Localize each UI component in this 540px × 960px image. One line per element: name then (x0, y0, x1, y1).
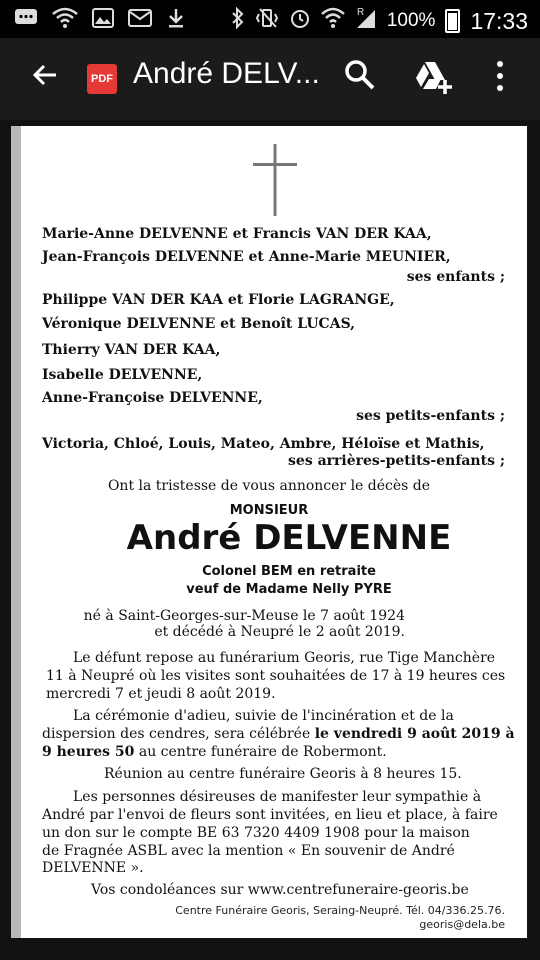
widower: veuf de Madame Nelly PYRE (186, 582, 392, 597)
pdf-file-icon: PDF (87, 64, 117, 94)
mail-icon (128, 8, 152, 34)
footer-contact: Centre Funéraire Georis, Seraing-Neupré. Tél. 04/336.25.76. (175, 904, 505, 917)
grandchild-line: Philippe VAN DER KAA et Florie LAGRANGE, (42, 292, 395, 308)
grandchild-line: Véronique DELVENNE et Benoît LUCAS, (42, 316, 356, 332)
rank: Colonel BEM en retraite (202, 564, 376, 579)
more-options-button[interactable] (490, 58, 510, 94)
footer-email: georis@dela.be (419, 918, 505, 931)
vibrate-icon (255, 7, 279, 35)
cell-signal-icon (355, 6, 377, 36)
system-icons (231, 6, 528, 36)
more-vert-icon (490, 58, 510, 94)
ceremony-place: au centre funéraire de Robermont. (134, 744, 387, 760)
paragraph-line: Le défunt repose au funérarium Georis, rue Tige Manchère (73, 650, 496, 666)
paragraph-line (42, 726, 515, 742)
paragraph-line: mercredi 7 et jeudi 8 août 2019. (46, 686, 276, 702)
ceremony-text: dispersion des cendres, sera célébrée (42, 726, 315, 742)
download-icon (166, 7, 186, 35)
image-icon (92, 8, 114, 34)
wifi-question-icon (52, 7, 78, 35)
death-line: et décédé à Neupré le 2 août 2019. (154, 624, 405, 640)
paragraph-line: La cérémonie d'adieu, suivie de l'incinération et de la (73, 708, 454, 724)
add-to-drive-button[interactable] (415, 60, 451, 94)
grandchildren-role: ses petits-enfants ; (356, 408, 505, 424)
honorific: MONSIEUR (229, 503, 309, 518)
wifi-icon (321, 7, 345, 35)
grandchild-line: Anne-Françoise DELVENNE, (42, 390, 263, 406)
family-role: ses enfants ; (406, 269, 505, 285)
search-button[interactable] (343, 58, 377, 92)
search-icon (343, 58, 377, 92)
paragraph-line: de Fragnée ASBL avec la mention « En souvenir de André (42, 843, 455, 859)
battery-level: 100% (386, 10, 436, 31)
grandchild-line: Thierry VAN DER KAA, (42, 342, 221, 358)
pdf-page[interactable] (11, 126, 527, 938)
cross-icon (253, 144, 297, 216)
birth-line: né à Saint-Georges-sur-Meuse le 7 août 1924 (83, 608, 405, 624)
status-bar (0, 0, 540, 38)
paragraph-line: 11 à Neupré où les visites sont souhaitées de 17 à 19 heures ces (46, 668, 506, 684)
notification-icons (14, 7, 186, 35)
battery-icon (445, 9, 460, 33)
arrow-back-icon (30, 60, 60, 90)
paragraph-line (42, 744, 387, 760)
paragraph-line: Les personnes désireuses de manifester leur sympathie à (73, 789, 482, 805)
ceremony-time: 9 heures 50 (42, 744, 135, 760)
reunion-line: Réunion au centre funéraire Georis à 8 heures 15. (104, 766, 462, 782)
paragraph-line: DELVENNE ». (42, 860, 144, 876)
family-line: Marie-Anne DELVENNE et Francis VAN DER KAA, (42, 226, 432, 242)
clock: 17:33 (470, 7, 528, 34)
app-bar (0, 38, 540, 120)
grandchild-line: Isabelle DELVENNE, (42, 367, 203, 383)
great-grandchildren-line: Victoria, Chloé, Louis, Mateo, Ambre, Héloïse et Mathis, (42, 436, 485, 452)
deceased-name: André DELVENNE (126, 518, 452, 558)
great-grandchildren-role: ses arrières-petits-enfants ; (288, 453, 505, 469)
svg-text:R: R (356, 7, 365, 18)
back-button[interactable] (30, 60, 60, 97)
ceremony-date: le vendredi 9 août 2019 à (314, 726, 515, 742)
announcement: Ont la tristesse de vous annoncer le décès de (107, 478, 431, 494)
paragraph-line: André par l'envoi de fleurs sont invitées, en lieu et place, à faire (42, 807, 498, 823)
paragraph-line: un don sur le compte BE 63 7320 4409 1908 pour la maison (42, 825, 470, 841)
drive-add-icon (415, 60, 453, 94)
bluetooth-icon (231, 7, 245, 35)
alarm-icon (289, 7, 311, 35)
document-title: André DELV... (133, 57, 320, 90)
family-line: Jean-François DELVENNE et Anne-Marie MEUNIER, (42, 249, 451, 265)
condolences-line: Vos condoléances sur www.centrefuneraire-georis.be (91, 882, 469, 898)
chat-bubble-icon (14, 7, 38, 35)
